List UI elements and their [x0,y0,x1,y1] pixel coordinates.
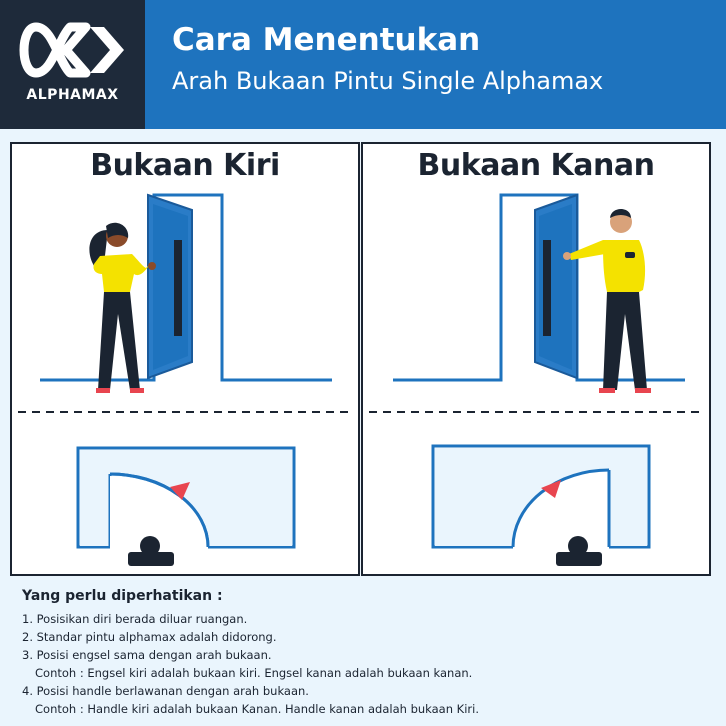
note-example: Contoh : Engsel kiri adalah bukaan kiri. Engsel kanan adalah bukaan kanan. [35,666,473,680]
bukaan-kiri-illustration [12,144,358,574]
note-example: Contoh : Handle kiri adalah bukaan Kanan. Handle kanan adalah bukaan Kiri. [35,702,479,716]
floor-plan-kiri [78,448,294,566]
panel-bukaan-kanan [361,142,711,576]
open-door [148,195,192,378]
floor-plan-kanan [433,446,649,566]
panel-title-kiri: Bukaan Kiri [90,148,280,183]
woman-figure [89,223,156,393]
header-banner [0,0,726,129]
panel-title-kanan: Bukaan Kanan [417,148,655,183]
note-item: 1. Posisikan diri berada diluar ruangan. [22,612,248,626]
page-subtitle: Arah Bukaan Pintu Single Alphamax [172,67,604,95]
page-title: Cara Menentukan [172,22,481,58]
notes-section [22,588,479,718]
brand-wordmark: ALPHAMAX [26,87,119,103]
bukaan-kanan-illustration [363,144,709,574]
note-item: 3. Posisi engsel sama dengan arah bukaan. [22,648,272,662]
logo-box [0,0,145,129]
open-door [535,195,577,378]
notes-title: Yang perlu diperhatikan : [22,588,223,604]
note-item: 4. Posisi handle berlawanan dengan arah bukaan. [22,684,309,698]
panel-bukaan-kiri [10,142,360,576]
alphamax-logo-icon [0,0,145,90]
note-item: 2. Standar pintu alphamax adalah didorong. [22,630,277,644]
